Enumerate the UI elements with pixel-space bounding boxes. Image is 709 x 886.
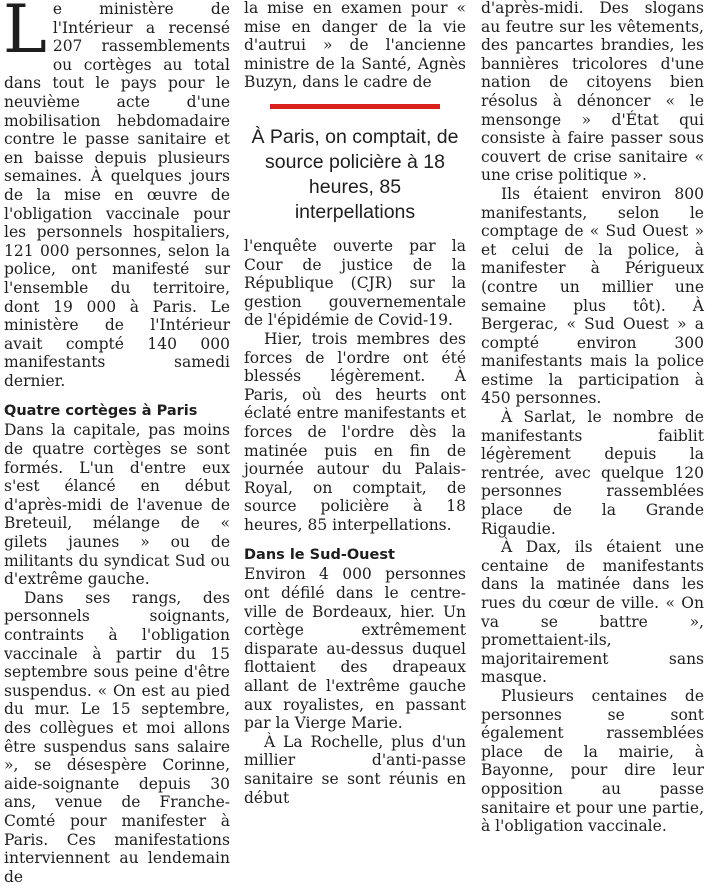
- paragraph: d'après-midi. Des slogans au feutre sur les vêtements, des pancartes brandies, les bannières tricolores d'une nation de citoyens bien résolus à dénoncer « le mensonge » d'État qui consiste à faire passer sous couvert de crise sanitaire « une crise politique ».: [481, 0, 704, 185]
- column-3: [481, 0, 704, 836]
- subheading-paris: Quatre cortèges à Paris: [4, 403, 198, 420]
- paragraph: À Dax, ils étaient une centaine de manifestants dans la matinée dans les rues du cœur de ville. « On va se battre », promettaient-ils, majoritairement sans masque.: [481, 538, 704, 687]
- paragraph: Plusieurs centaines de personnes se sont également rassemblées place de la mairie, à Bayonne, pour dire leur opposition au passe sanitaire et pour une partie, à l'obligation vaccinale.: [481, 686, 704, 836]
- paragraph: Ils étaient environ 800 manifestants, selon le comptage de « Sud Ouest » et celui de la police, à manifester à Périgueux (contre un millier une semaine plus tôt). À Bergerac, « Sud Ouest » a compté environ 300 manifestants mais la police estime la participation à 450 personnes.: [481, 184, 704, 408]
- paragraph: À Sarlat, le nombre de manifestants faiblit légèrement depuis la rentrée, avec quelque 120 personnes rassemblées place de la Grande Rigaudie.: [481, 408, 704, 538]
- drop-cap: L: [3, 0, 47, 68]
- column-2: [244, 0, 466, 807]
- paragraph: la mise en examen pour « mise en danger de la vie d'autrui » de l'ancienne ministre de la Santé, Agnès Buzyn, dans le cadre de: [244, 0, 466, 92]
- paragraph: À La Rochelle, plus d'un millier d'anti-passe sanitaire se sont réunis en début: [244, 732, 466, 807]
- pull-quote: [244, 104, 466, 225]
- subheading-sud-ouest: Dans le Sud-Ouest: [244, 547, 395, 564]
- paragraph: Environ 4 000 personnes ont défilé dans le centre-ville de Bordeaux, hier. Un cortège extrêmement disparate au-dessus duquel flottaient des drapeaux allant de l'extrême gauche aux royalistes, en passant par la Vierge Marie.: [244, 565, 466, 733]
- paragraph: Hier, trois membres des forces de l'ordre ont été blessés légèrement. À Paris, où des heurts ont éclaté entre manifestants et forces de l'ordre dès la matinée puis en fin de journée autour du Palais-Royal, on comptait, de source policière à 18 heures, 85 interpellations.: [244, 329, 466, 534]
- lead-paragraph: Le ministère de l'Intérieur a recensé 207 rassemblements ou cortèges au total dans tout le pays pour le neuvième acte d'une mobilisation hebdomadaire contre le passe sanitaire et en baisse depuis plusieurs semaines. À quelques jours de la mise en œuvre de l'obligation vaccinale pour les personnels hospitaliers, 121 000 personnes, selon la police, ont manifesté sur l'ensemble du territoire, dont 19 000 à Paris. Le ministère de l'Intérieur avait compté 140 000 manifestants samedi dernier.: [3, 0, 230, 390]
- paragraph: l'enquête ouverte par la Cour de justice de la République (CJR) sur la gestion gouvernementale de l'épidémie de Covid-19.: [244, 236, 466, 330]
- paragraph: Dans la capitale, pas moins de quatre cortèges se sont formés. L'un d'entre eux s'est élancé en début d'après-midi de l'avenue de Breteuil, mélange de « gilets jaunes » ou de militants du syndicat Sud ou d'extrême gauche.: [4, 421, 230, 589]
- column-1: [3, 0, 230, 886]
- paragraph: Dans ses rangs, des personnels soignants, contraints à l'obligation vaccinale à partir du 15 septembre sous peine d'être suspendus. « On est au pied du mur. Le 15 septembre, des collègues et moi allons être suspendus sans salaire », se désespère Corinne, aide-soignante depuis 30 ans, venue de Franche-Comté pour manifester à Paris. Ces manifestations interviennent au lendemain de: [4, 588, 230, 886]
- pull-quote-rule: [270, 104, 440, 109]
- pull-quote-text: À Paris, on comptait, de source policière à 18 heures, 85 interpellations: [251, 125, 459, 223]
